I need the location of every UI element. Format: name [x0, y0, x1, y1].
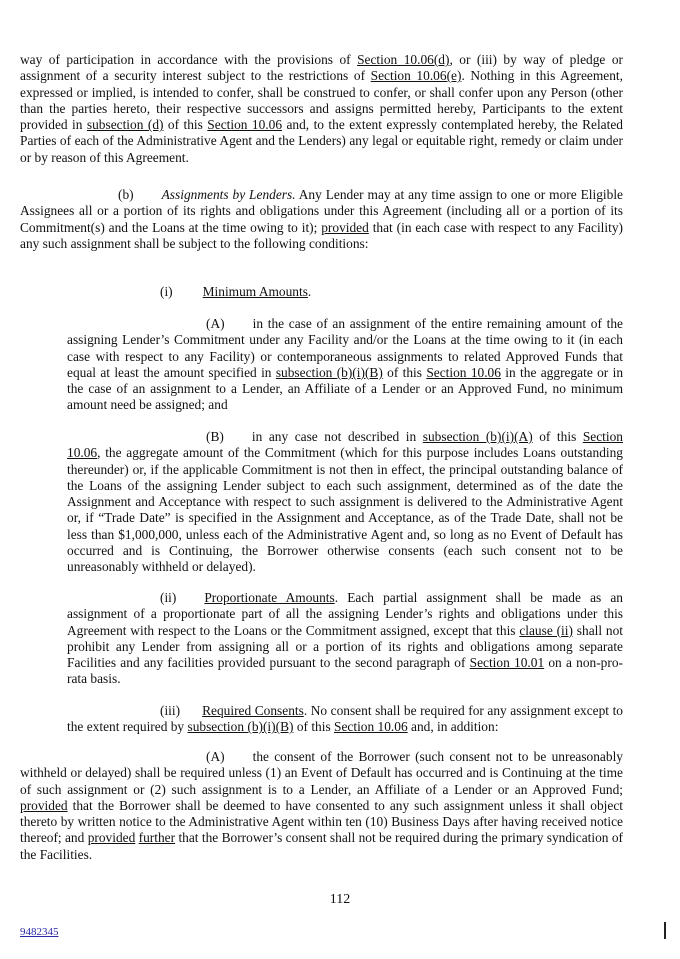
text: of this — [163, 117, 208, 133]
clause-title: Proportionate Amounts — [204, 590, 335, 605]
clause-label: (i) — [160, 284, 173, 299]
paragraph-b — [20, 187, 623, 252]
text: of this — [293, 719, 335, 735]
text: that the Borrower shall be deemed to have consented to any such assignment unless it shall object thereto by written notice to the Administrative Agent within ten (10) Business Days after having received notice thereof; and — [20, 797, 623, 846]
defined-term: provided — [87, 830, 136, 846]
text: that (in each case with respect to any Facility) any such assignment shall be subject to the following conditions: — [20, 219, 623, 251]
clause-label: (A) — [206, 749, 225, 764]
paragraph-i-B — [67, 429, 623, 576]
clause-label: (ii) — [160, 590, 177, 605]
document-reference[interactable]: 9482345 — [20, 926, 59, 938]
text: way of participation in accordance with the provisions of — [20, 52, 358, 67]
clause-label: (A) — [206, 316, 225, 331]
defined-term: further — [138, 830, 176, 846]
paragraph-iii-A — [20, 749, 623, 863]
clause-label: (B) — [206, 429, 224, 444]
section-reference: Section 10.06 — [334, 719, 408, 735]
text: , the aggregate amount of the Commitment (which for this purpose includes Loans outstanding thereunder) or, if the applicable Commitment is not then in effect, the principal outstanding balance of the Loans of the assigning Lender subject to each such assignment, determined as of the date the Assignment and Acceptance with respect to such assignment is delivered to the Administrative Agent or, if “Trade Date” is specified in the Assignment and Acceptance, as of the Trade Date, shall not be less than $1,000,000, unless each of the Administrative Agent and, so long as no Event of Default has occurred and is Continuing, the Borrower otherwise consents (each such consent not to be unreasonably withheld or delayed). — [67, 445, 623, 575]
section-reference: Section 10.06(d) — [357, 52, 450, 67]
change-bar — [664, 922, 666, 939]
section-reference: subsection (b)(i)(B) — [187, 719, 294, 735]
page-number: 112 — [329, 892, 351, 907]
text: . — [307, 284, 312, 299]
clause-heading: Assignments by Lenders. — [161, 187, 296, 202]
heading-i — [160, 284, 623, 300]
section-reference: Section 10.06 — [426, 364, 501, 380]
text: . No consent shall be required for any assignment except to the extent required by — [67, 703, 623, 735]
text: , or (iii) by way of pledge or assignment of a security interest subject to the restrictions of — [20, 52, 623, 84]
clause-label: (iii) — [160, 703, 181, 718]
text: and, to the extent expressly contemplated hereby, the Related Parties of each of the Administrative Agent and the Lenders) any legal or equitable right, remedy or claim under or by reason of this Agreement. — [20, 117, 623, 165]
section-reference: Section 10.01 — [469, 655, 545, 671]
paragraph-iii — [67, 703, 623, 736]
paragraph-continuation — [20, 52, 623, 166]
text: of this — [532, 429, 583, 444]
section-reference: clause (ii) — [519, 622, 573, 638]
section-reference: Section 10.06 — [207, 117, 283, 133]
clause-label: (b) — [118, 187, 134, 202]
section-reference: Section 10.06(e) — [370, 68, 462, 84]
text: of this — [382, 364, 427, 380]
text: Any Lender may at any time assign to one or more Eligible Assignees all or a portion of its rights and obligations under this Agreement (including all or a portion of its Commitment(s) and the Loans at the time owing to it); — [20, 187, 623, 235]
text: and, in addition: — [407, 719, 499, 735]
text: in any case not described in — [251, 429, 423, 444]
defined-term: provided — [321, 219, 369, 235]
text: the consent of the Borrower (such consent not to be unreasonably withheld or delayed) shall be required unless (1) an Event of Default has occurred and is Continuing at the time of such assignment or (2) such assignment is to a Lender, an Affiliate of a Lender or an Approved Fund; — [20, 749, 623, 797]
text: . Nothing in this Agreement, expressed or implied, is intended to confer, shall be construed to confer, or shall confer upon any Person (other than the parties hereto, their respective successors and assigns permitted hereby, Participants to the extent provided in — [20, 68, 623, 133]
text: . Each partial assignment shall be made as an assignment of a proportionate part of all the assigning Lender’s rights and obligations under this Agreement with respect to the Loans or the Commitment assigned, except that this — [67, 590, 623, 638]
defined-term: provided — [20, 797, 68, 813]
clause-title: Minimum Amounts — [202, 284, 308, 299]
text: in the case of an assignment of the entire remaining amount of the assigning Lender’s Commitment under any Facility and/or the Loans at the time owing to it (in each case with respect to any Facility) or contemporaneous assignments to related Approved Funds that equal at least the amount specified in — [67, 316, 623, 380]
paragraph-i-A — [67, 316, 623, 414]
section-reference: subsection (b)(i)(A) — [422, 429, 533, 444]
section-reference: subsection (d) — [86, 117, 164, 133]
text: that the Borrower’s consent shall not be required during the primary syndication of the Facilities. — [20, 830, 623, 862]
clause-title: Required Consents — [202, 703, 304, 718]
text: in the aggregate or in the case of an assignment to a Lender, an Affiliate of a Lender or an Approved Fund, no minimum amount need be assigned; and — [67, 364, 624, 413]
section-reference: Section 10.06 — [67, 429, 623, 461]
text: on a non-pro-rata basis. — [67, 655, 623, 687]
text: shall not prohibit any Lender from assigning all or a portion of its rights and obligations among separate Facilities and any facilities provided pursuant to the second paragraph of — [67, 622, 623, 671]
section-reference: subsection (b)(i)(B) — [275, 364, 383, 380]
paragraph-ii — [67, 590, 623, 688]
